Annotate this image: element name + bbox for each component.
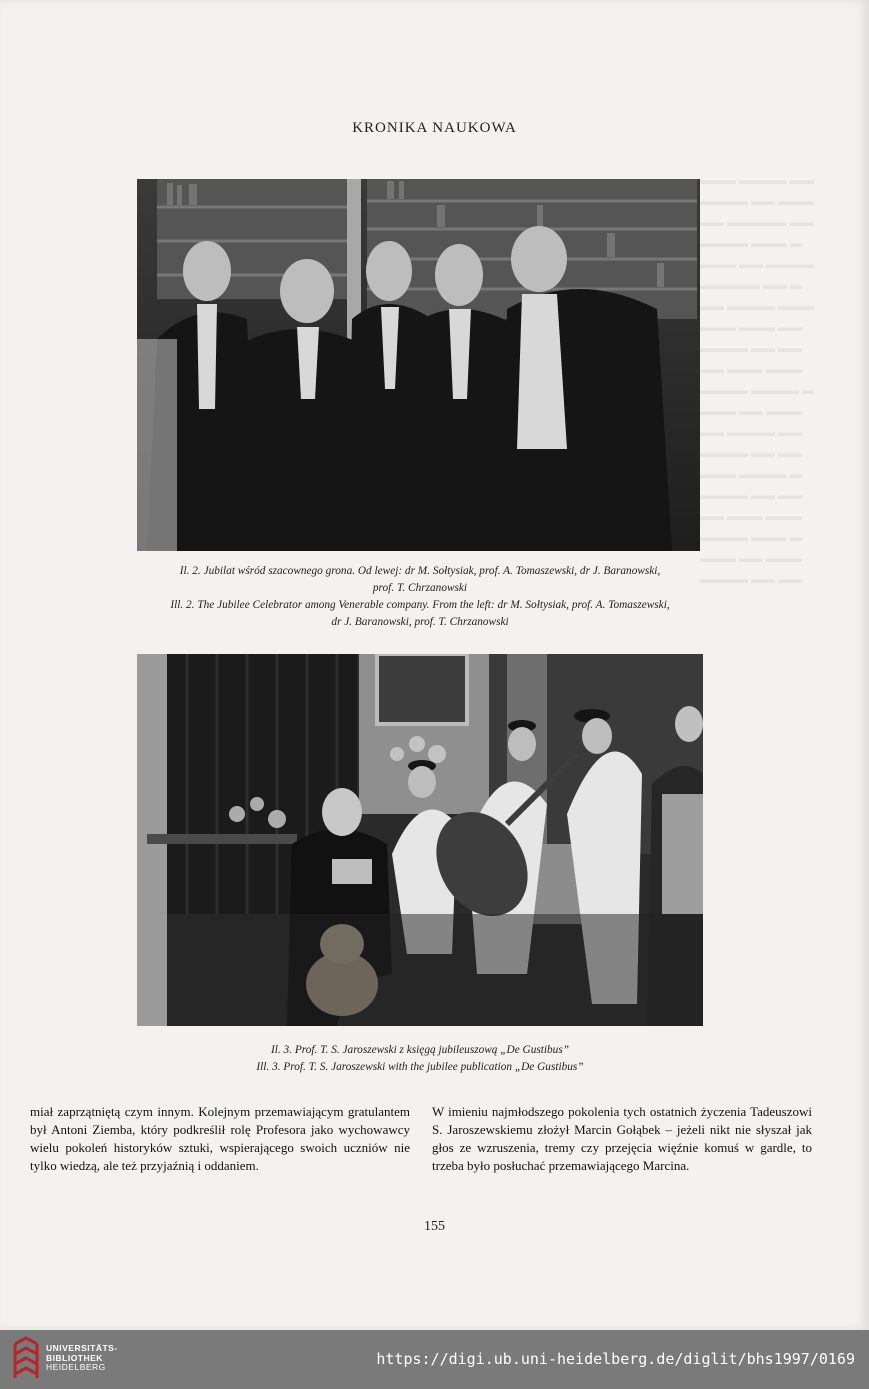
caption-english-line-1: Ill. 2. The Jubilee Celebrator among Venerable company. From the left: dr M. Sołtysiak, prof. A. Tomaszewski, <box>170 599 670 611</box>
photo-celebration-musicians <box>137 654 703 1026</box>
photo-group-of-five <box>137 179 700 551</box>
logo-line-3: HEIDELBERG <box>46 1362 106 1372</box>
permalink-url[interactable]: https://digi.ub.uni-heidelberg.de/diglit/bhs1997/0169 <box>376 1350 855 1368</box>
text-column-left <box>30 1103 410 1175</box>
caption-english-line-2: dr J. Baranowski, prof. T. Chrzanowski <box>331 616 509 628</box>
caption-polish-line-2: prof. T. Chrzanowski <box>372 582 468 594</box>
bleed-through-texture: ▬▬▬ ▬▬▬▬ ▬▬ ▬▬▬▬ ▬▬ ▬▬▬ ▬▬ ▬▬▬▬▬ ▬▬ ▬▬▬▬ ▬▬▬ ▬ ▬▬▬ ▬▬ ▬▬▬▬ ▬▬▬▬▬ ▬▬ ▬ ▬▬ ▬▬▬▬ ▬▬▬ ▬▬▬ ▬▬▬ ▬▬ ▬▬▬▬ ▬▬ ▬▬ ▬▬ ▬▬▬ ▬▬▬ ▬▬▬▬ ▬▬▬▬ ▬ ▬▬▬ ▬▬ ▬▬▬ ▬▬ ▬▬▬▬ ▬▬ ▬▬▬▬ ▬▬ ▬▬ ▬▬▬ ▬▬▬▬ ▬ ▬▬▬▬ ▬▬ ▬▬ ▬▬ ▬▬▬ ▬▬▬ ▬▬▬▬ ▬▬▬ ▬ ▬▬▬ ▬▬ ▬▬▬ ▬▬▬▬ ▬▬ ▬▬ <box>700 173 814 586</box>
paragraph-right: W imieniu najmłodszego pokolenia tych ostatnich życzenia Tadeuszowi S. Jaroszewskiemu złożył Marcin Gołąbek – jeżeli nikt nie słyszał jak głos ze wzruszenia, tremy czy przejęcia więźnie komuś w gardle, to trzeba było posłuchać przemawiającego Marcina. <box>432 1104 812 1173</box>
page-number: 155 <box>424 1219 445 1234</box>
library-logo-icon <box>12 1336 40 1380</box>
caption-english: Ill. 3. Prof. T. S. Jaroszewski with the jubilee publication „De Gustibus” <box>256 1061 584 1073</box>
logo-line-2: BIBLIOTHEK <box>46 1352 103 1363</box>
caption-polish-line-1: Il. 2. Jubilat wśród szacownego grona. Od lewej: dr M. Sołtysiak, prof. A. Tomaszewski, dr J. Baranowski, <box>179 565 661 577</box>
figure-2-caption <box>120 563 720 631</box>
library-logo-text[interactable] <box>46 1344 118 1373</box>
figure-3-caption <box>120 1042 720 1076</box>
caption-polish: Il. 3. Prof. T. S. Jaroszewski z księgą jubileuszową „De Gustibus” <box>270 1044 569 1056</box>
paragraph-left: miał zaprzątniętą czym innym. Kolejnym przemawiającym gratulantem był Antoni Ziemba, który podkreślił rolę Profesora jako wychowawcy wielu pokoleń historyków sztuki, wspierającego swoich uczniów nie tylko wiedzą, ale też przyjaźnią i oddaniem. <box>30 1104 410 1173</box>
logo-line-1: UNIVERSITÄTS- <box>46 1343 118 1353</box>
text-column-right <box>432 1103 812 1175</box>
running-head: KRONIKA NAUKOWA <box>352 120 517 136</box>
